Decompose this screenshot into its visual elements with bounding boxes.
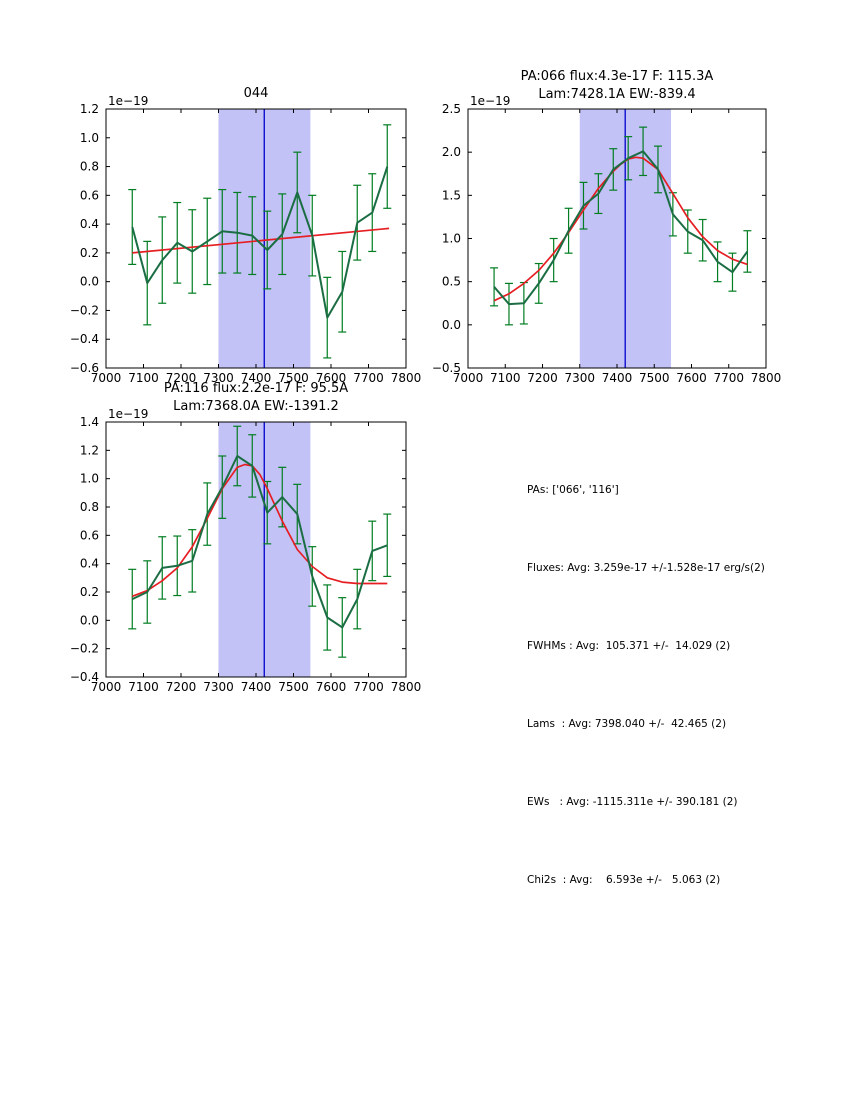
x-tick-label: 7600 — [676, 371, 707, 385]
x-tick-label: 7800 — [750, 371, 782, 385]
x-tick-label: 7700 — [353, 371, 384, 385]
x-tick-label: 7100 — [128, 680, 159, 694]
x-tick-label: 7800 — [390, 680, 422, 694]
x-tick-label: 7700 — [353, 680, 384, 694]
x-tick-label: 7400 — [240, 680, 272, 694]
x-tick-label: 7400 — [240, 371, 272, 385]
chart2-title-line1: PA:066 flux:4.3e-17 F: 115.3A — [520, 69, 714, 84]
y-tick-label: 1.0 — [79, 471, 99, 486]
chart2-title-line2: Lam:7428.1A EW:-839.4 — [538, 87, 696, 102]
x-tick-label: 7300 — [203, 680, 234, 694]
y-tick-label: 0.8 — [79, 159, 99, 174]
y-tick-label: 1.0 — [441, 231, 461, 246]
x-tick-label: 7000 — [90, 371, 122, 385]
chart3-y-offset-label: 1e−19 — [108, 407, 149, 421]
chart2-y-offset-label: 1e−19 — [470, 94, 511, 108]
x-tick-label: 7500 — [278, 371, 309, 385]
x-tick-label: 7200 — [165, 680, 197, 694]
y-tick-label: 0.6 — [79, 188, 99, 203]
stats-panel — [527, 425, 765, 945]
y-tick-label: 1.4 — [79, 415, 99, 429]
y-tick-label: −0.2 — [69, 641, 99, 656]
chart3-title-line2: Lam:7368.0A EW:-1391.2 — [173, 399, 339, 414]
y-tick-label: 0.8 — [79, 500, 99, 514]
chart1-title-line1: 044 — [243, 86, 269, 101]
y-tick-label: 2.0 — [441, 145, 461, 160]
y-tick-label: −0.2 — [69, 303, 99, 318]
y-tick-label: 0.2 — [79, 245, 99, 260]
y-tick-label: −0.4 — [69, 332, 99, 347]
y-tick-label: 1.2 — [79, 443, 99, 458]
y-tick-label: 0.6 — [79, 528, 99, 543]
chart-3 — [70, 415, 421, 694]
y-tick-label: 0.0 — [441, 317, 461, 332]
x-tick-label: 7600 — [315, 371, 347, 385]
stats-pas: PAs: ['066', '116'] — [527, 484, 619, 496]
y-tick-label: −0.5 — [431, 361, 461, 375]
x-tick-label: 7100 — [128, 371, 159, 385]
y-tick-label: 1.5 — [441, 188, 461, 203]
stats-fluxes: Fluxes: Avg: 3.259e-17 +/-1.528e-17 erg/s(2) — [527, 562, 765, 574]
x-tick-label: 7700 — [713, 371, 745, 385]
chart-1 — [70, 102, 421, 385]
y-tick-label: 2.5 — [441, 102, 461, 116]
x-tick-label: 7300 — [564, 371, 596, 385]
x-tick-label: 7200 — [165, 371, 197, 385]
y-tick-label: 1.0 — [79, 130, 99, 145]
stats-chi2s: Chi2s : Avg: 6.593e +/- 5.063 (2) — [527, 874, 721, 886]
y-tick-label: 0.0 — [79, 613, 99, 628]
x-tick-label: 7300 — [203, 371, 234, 385]
chart1-y-offset-label: 1e−19 — [108, 94, 149, 108]
y-tick-label: 1.2 — [79, 102, 99, 116]
y-tick-label: −0.6 — [69, 361, 99, 375]
chart2-title — [521, 68, 714, 104]
x-tick-label: 7000 — [90, 680, 122, 694]
stats-lams: Lams : Avg: 7398.040 +/- 42.465 (2) — [527, 718, 727, 730]
x-tick-label: 7500 — [638, 371, 670, 385]
stats-fwhms: FWHMs : Avg: 105.371 +/- 14.029 (2) — [527, 640, 731, 652]
x-tick-label: 7800 — [390, 371, 422, 385]
stats-ews: EWs : Avg: -1115.311e +/- 390.181 (2) — [527, 796, 738, 808]
chart-2 — [432, 102, 781, 385]
chart3-title — [164, 380, 348, 416]
x-tick-label: 7600 — [315, 680, 347, 694]
y-tick-label: 0.2 — [79, 585, 99, 599]
chart1-title — [244, 85, 269, 103]
x-tick-label: 7000 — [452, 371, 484, 385]
chart3-title-line1: PA:116 flux:2.2e-17 F: 95.5A — [163, 381, 349, 396]
y-tick-label: −0.4 — [69, 670, 99, 684]
y-tick-label: 0.5 — [441, 274, 461, 289]
y-tick-label: 0.4 — [79, 217, 99, 232]
y-tick-label: 0.4 — [79, 556, 99, 571]
x-tick-label: 7500 — [278, 680, 309, 694]
x-tick-label: 7100 — [489, 371, 521, 385]
x-tick-label: 7200 — [527, 371, 558, 385]
y-tick-label: 0.0 — [79, 274, 99, 289]
x-tick-label: 7400 — [601, 371, 633, 385]
